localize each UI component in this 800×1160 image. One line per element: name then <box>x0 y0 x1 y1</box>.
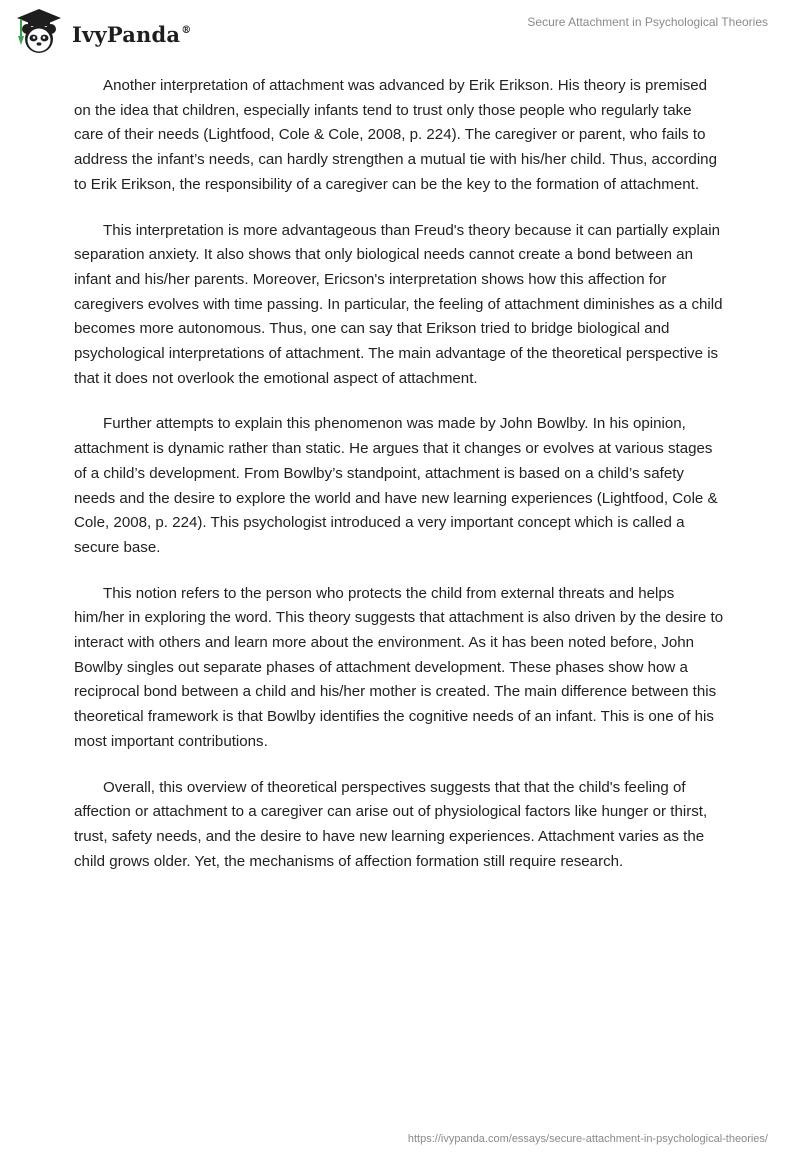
paragraph-2: This interpretation is more advantageous than Freud's theory because it can partially explain separation anxiety. It also shows that only biological needs cannot create a bond between an infant and his/her parents. Moreover, Ericson's interpretation shows how this affection for caregivers evolves with time passing. In particular, the feeling of attachment diminishes as a child becomes more autonomous. Thus, one can say that Erikson tried to bridge biological and psychological interpretations of attachment. The main advantage of the theoretical perspective is that it does not overlook the emotional aspect of attachment. <box>74 221 723 387</box>
paragraph-3: Further attempts to explain this phenomenon was made by John Bowlby. In his opinion, attachment is dynamic rather than static. He argues that it changes or evolves at various stages of a child’s development. From Bowlby’s standpoint, attachment is based on a child’s safety needs and the desire to explore the world and have new learning experiences (Lightfood, Cole & Cole, 2008, p. 224). This psychologist introduced a very important concept which is called a secure base. <box>74 415 718 556</box>
page-header <box>0 0 800 60</box>
paragraph-4: This notion refers to the person who protects the child from external threats and helps him/her in exploring the word. This theory suggests that attachment is also driven by the desire to interact with others and learn more about the environment. As it has been noted before, John Bowlby singles out separate phases of attachment development. These phases show how a reciprocal bond between a child and his/her mother is created. The main difference between this theoretical framework is that Bowlby identifies the cognitive needs of an infant. This is one of his most important contributions. <box>74 584 724 750</box>
source-url[interactable]: https://ivypanda.com/essays/secure-attachment-in-psychological-theories/ <box>407 1133 768 1145</box>
essay-body <box>74 74 724 895</box>
registered-mark: ® <box>181 24 192 36</box>
paragraph-1: Another interpretation of attachment was advanced by Erik Erikson. His theory is premised on the idea that children, especially infants tend to trust only those people who regularly take care of their needs (Lightfood, Cole & Cole, 2008, p. 224). The caregiver or parent, who fails to address the infant’s needs, can hardly strengthen a mutual tie with his/her child. Thus, according to Erik Erikson, the responsibility of a caregiver can be the key to the formation of attachment. <box>74 77 717 193</box>
brand-name: IvyPanda <box>72 21 181 47</box>
logo-wordmark <box>72 22 191 47</box>
running-title: Secure Attachment in Psychological Theories <box>527 15 768 29</box>
panda-graduate-icon <box>14 8 64 56</box>
paragraph-5: Overall, this overview of theoretical perspectives suggests that that the child's feeling of affection or attachment to a caregiver can arise out of physiological factors like hunger or thirst, trust, safety needs, and the desire to have new learning experiences. Attachment varies as the child grows older. Yet, the mechanisms of affection formation still require research. <box>74 778 708 870</box>
ivypanda-logo[interactable] <box>14 8 191 56</box>
